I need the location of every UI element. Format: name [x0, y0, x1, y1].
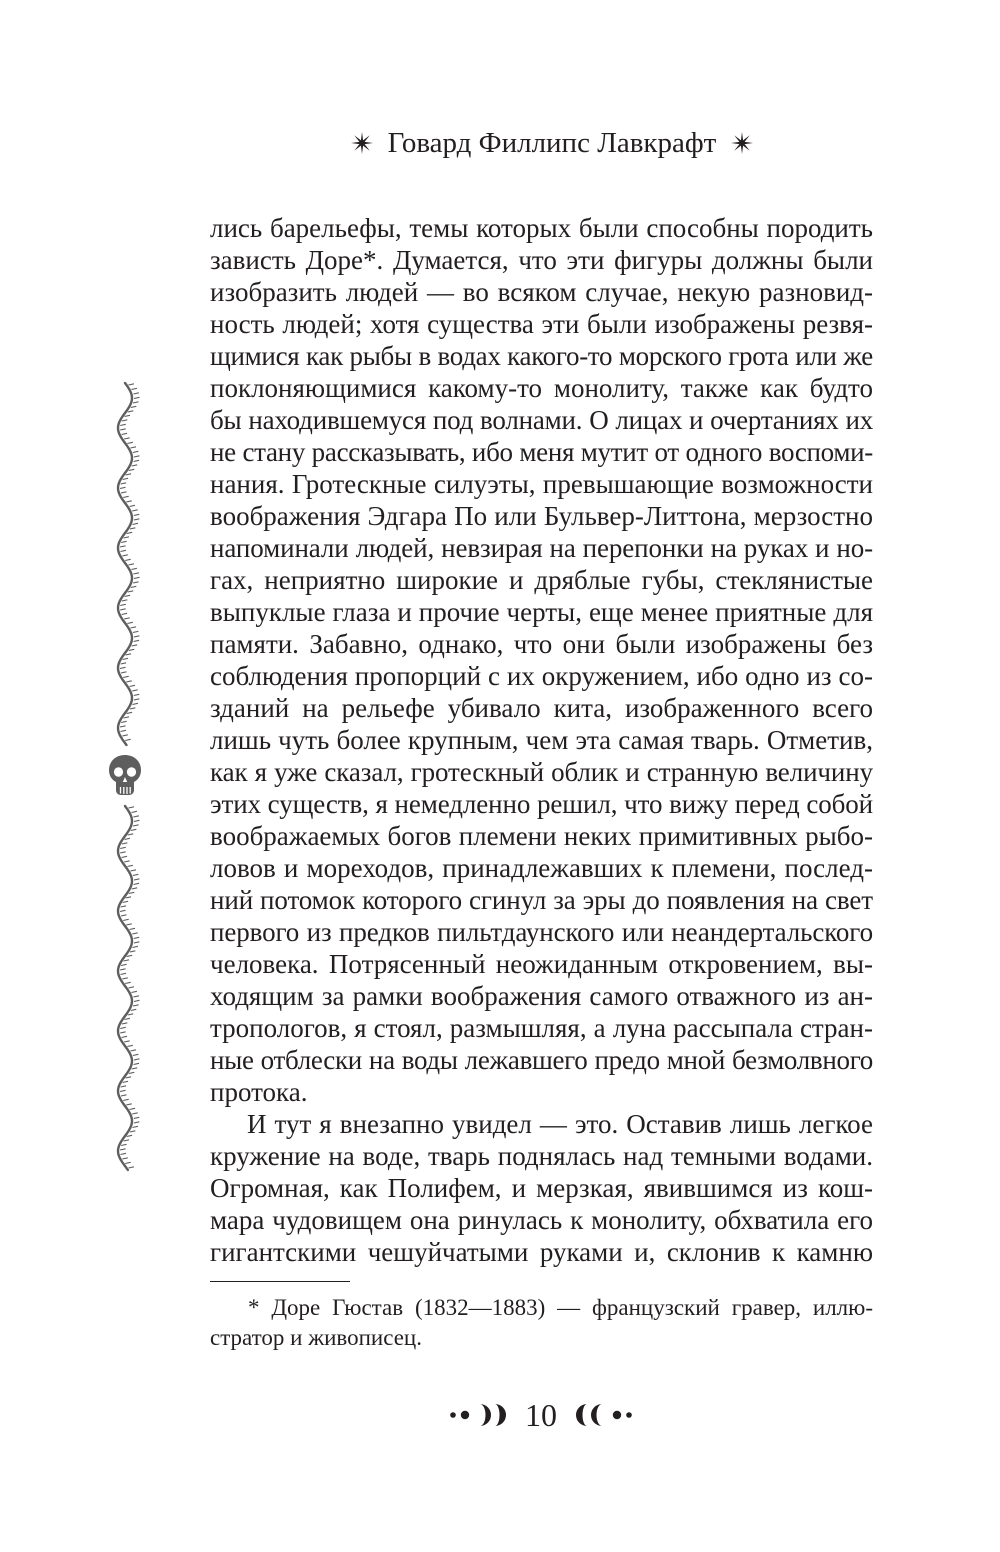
footnote	[210, 1293, 873, 1353]
text-line: зданий на рельефе убивало кита, изображенного всего	[210, 693, 873, 723]
text-line: нания. Гротескные силуэты, превышающие возможности	[210, 469, 873, 499]
text-line: кружение на воде, тварь поднялась над темными водами.	[210, 1141, 873, 1171]
moon-and-dots-icon	[571, 1400, 635, 1430]
text-line: первого из предков пильтдаунского или неандертальского	[210, 917, 873, 947]
text-line: ловов и мореходов, принадлежавших к племени, послед-	[210, 853, 873, 883]
page-number: 10	[525, 1397, 557, 1433]
text-line: гах, неприятно широкие и дряблые губы, стеклянистые	[210, 565, 873, 595]
body-text	[210, 212, 873, 1268]
text-line: человека. Потрясенный неожиданным откровением, вы-	[210, 949, 873, 979]
text-line: ные отблески на воды лежавшего предо мной безмолвного	[210, 1045, 873, 1075]
text-line: тропологов, я стоял, размышляя, а луна рассыпала стран-	[210, 1013, 873, 1043]
skull-icon	[109, 755, 141, 795]
text-line: лись барельефы, темы которых были способны породить	[210, 213, 873, 243]
text-line: выпуклые глаза и прочие черты, еще менее приятные для	[210, 597, 873, 627]
running-head	[300, 122, 804, 164]
text-line: бы находившемуся под волнами. О лицах и очертаниях их	[210, 405, 873, 435]
text-line: не стану рассказывать, ибо меня мутит от одного воспоми-	[210, 437, 873, 467]
paragraph	[210, 1108, 873, 1268]
text-line: изобразить людей — во всяком случае, некую разновид-	[210, 277, 873, 307]
text-line: воображения Эдгара По или Бульвер-Литтона, мерзостно	[210, 501, 873, 531]
moon-and-dots-icon	[447, 1400, 511, 1430]
text-line: щимися как рыбы в водах какого-то морского грота или же	[210, 341, 873, 371]
vine-stem	[118, 383, 132, 745]
text-line: памяти. Забавно, однако, что они были изображены без	[210, 629, 873, 659]
text-line: напоминали людей, невзирая на перепонки на руках и но-	[210, 533, 873, 563]
text-line: И тут я внезапно увидел — это. Оставив лишь легкое	[247, 1109, 873, 1139]
footnote-line: * Доре Гюстав (1832—1883) — французский гравер, иллю-	[248, 1295, 873, 1320]
text-line: этих существ, я немедленно решил, что вижу перед собой	[210, 789, 873, 819]
author-name: Говард Филлипс Лавкрафт	[387, 127, 717, 159]
text-line: лишь чуть более крупным, чем эта самая тварь. Отметив,	[210, 725, 873, 755]
text-line: гигантскими чешуйчатыми руками и, склонив к камню	[210, 1237, 873, 1267]
paragraph	[210, 212, 873, 1108]
text-line: ходящим за рамки воображения самого отважного из ан-	[210, 981, 873, 1011]
text-line: воображаемых богов племени неких примитивных рыбо-	[210, 821, 873, 851]
footnote-line: стратор и живописец.	[210, 1325, 422, 1350]
text-line: ность людей; хотя существа эти были изображены резвя-	[210, 309, 873, 339]
star-ornament-icon	[350, 131, 374, 155]
text-line: Огромная, как Полифем, и мерзкая, явившимся из кош-	[210, 1173, 873, 1203]
text-line: соблюдения пропорций с их окружением, ибо одно из со-	[210, 661, 873, 691]
text-line: мара чудовищем она ринулась к монолиту, обхватила его	[210, 1205, 873, 1235]
footnote-rule	[210, 1281, 350, 1282]
page-number-block	[436, 1394, 646, 1436]
text-line: поклоняющимися какому-то монолиту, также как будто	[210, 373, 873, 403]
text-line: как я уже сказал, гротескный облик и странную величину	[210, 757, 873, 787]
text-line: протока.	[210, 1077, 308, 1107]
wavy-vine-border-icon	[90, 370, 160, 1185]
text-line: зависть Доре*. Думается, что эти фигуры должны были	[210, 245, 873, 275]
text-line: ний потомок которого сгинул за эры до появления на свет	[210, 885, 873, 915]
star-ornament-icon	[730, 131, 754, 155]
